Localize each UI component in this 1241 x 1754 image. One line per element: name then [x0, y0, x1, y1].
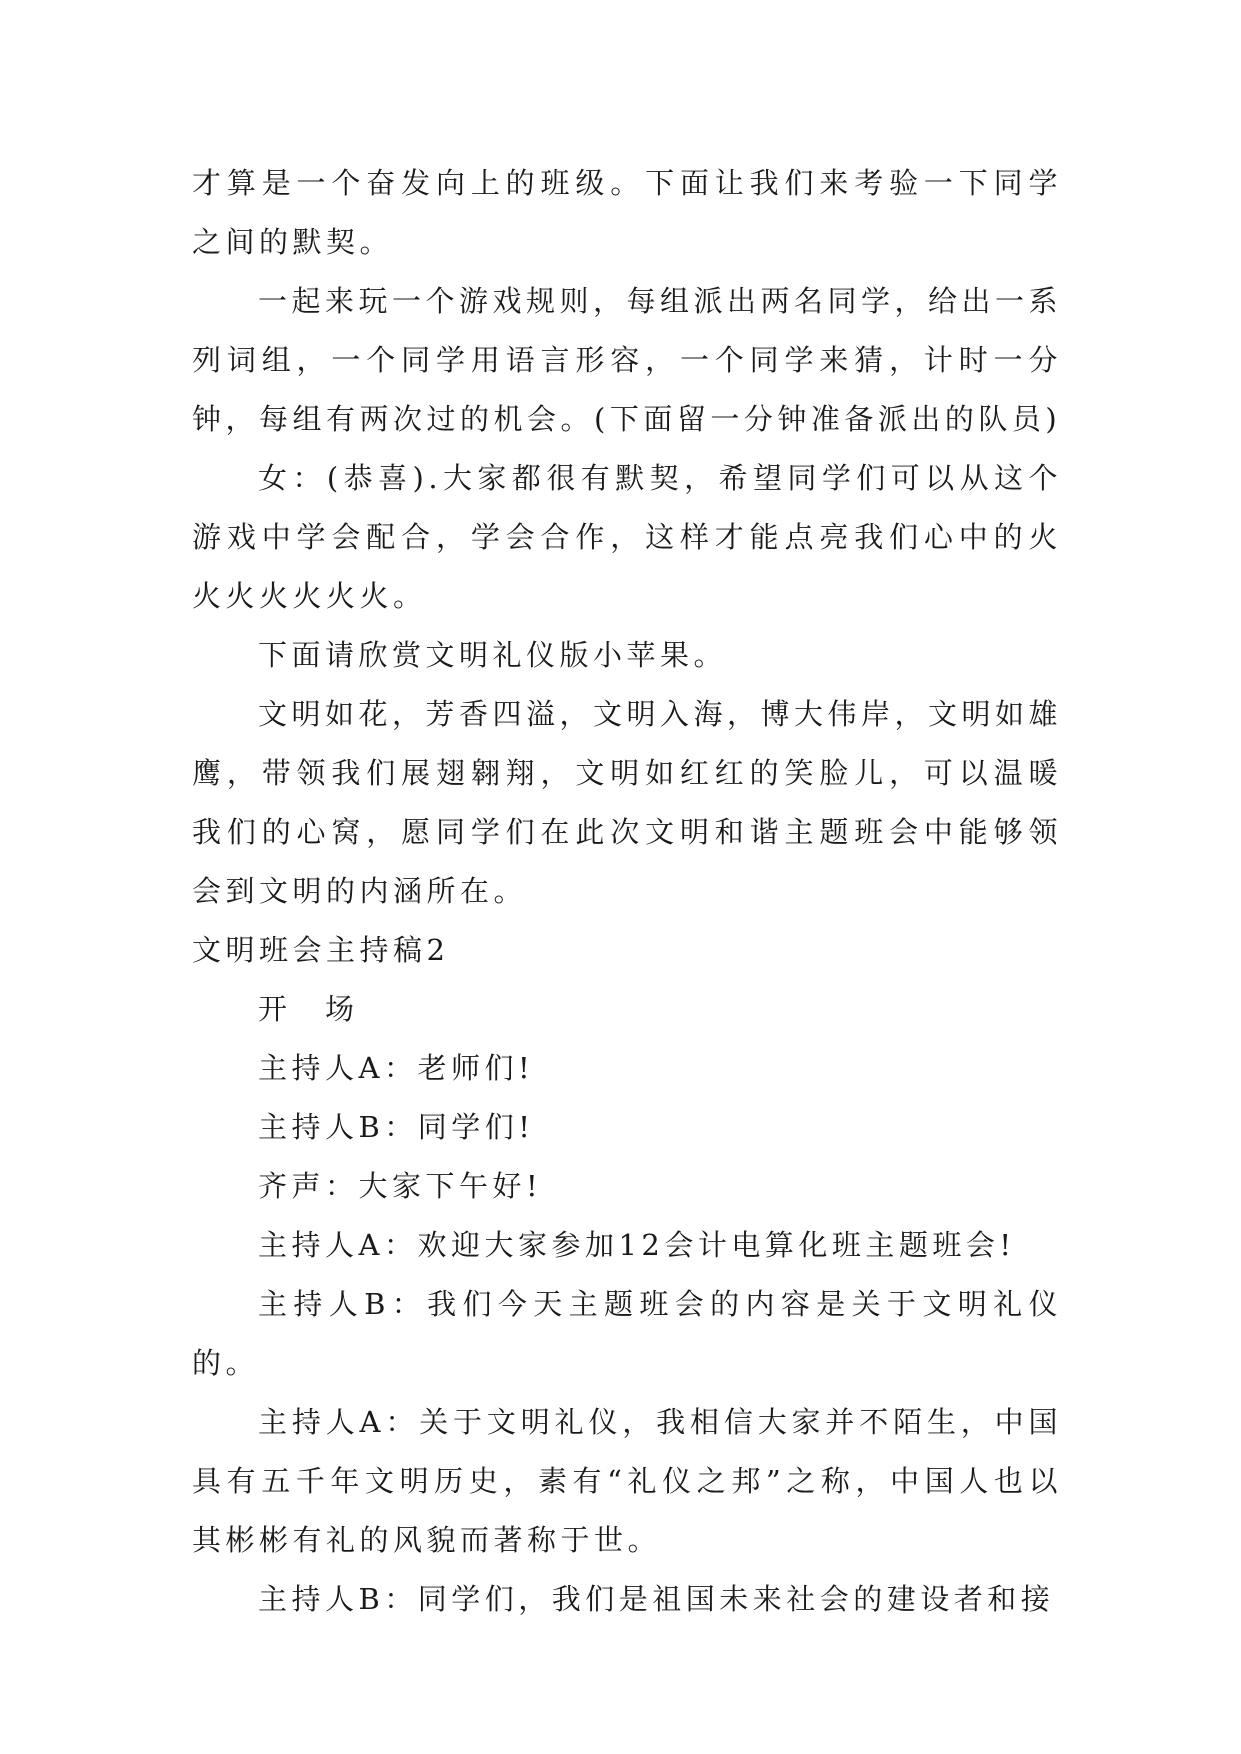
document-body	[192, 154, 1062, 1629]
line-host-b-greeting: 主持人B：同学们!	[258, 1110, 535, 1144]
paragraph-game-rules: 一起来玩一个游戏规则，每组派出两名同学，给出一系列词组，一个同学用语言形容，一个同学来猜，计时一分钟，每组有两次过的机会。(下面留一分钟准备派出的队员)	[192, 284, 1063, 436]
paragraph-performance-intro: 下面请欣赏文明礼仪版小苹果。	[258, 638, 728, 672]
paragraph-civilization-metaphor: 文明如花，芳香四溢，文明入海，博大伟岸，文明如雄鹰，带领我们展翅翱翔，文明如红红的笑脸儿，可以温暖我们的心窝，愿同学们在此次文明和谐主题班会中能够领会到文明的内涵所在。	[192, 697, 1063, 908]
line-unison-greeting: 齐声：大家下午好!	[258, 1169, 543, 1203]
section-title: 文明班会主持稿2	[192, 933, 450, 967]
paragraph-game-intro-continued: 才算是一个奋发向上的班级。下面让我们来考验一下同学之间的默契。	[192, 166, 1062, 259]
line-host-a-etiquette: 主持人A：关于文明礼仪，我相信大家并不陌生，中国具有五千年文明历史，素有“礼仪之邦”之称，中国人也以其彬彬有礼的风貌而著称于世。	[192, 1405, 1062, 1557]
line-host-b-topic: 主持人B：我们今天主题班会的内容是关于文明礼仪的。	[192, 1287, 1062, 1380]
line-host-b-builders: 主持人B：同学们，我们是祖国未来社会的建设者和接	[258, 1582, 1055, 1616]
line-host-a-welcome: 主持人A：欢迎大家参加12会计电算化班主题班会!	[258, 1228, 1016, 1262]
paragraph-opening: 开 场	[258, 992, 359, 1026]
line-host-a-greeting: 主持人A：老师们!	[258, 1051, 535, 1085]
paragraph-congratulations: 女：(恭喜).大家都很有默契，希望同学们可以从这个游戏中学会配合，学会合作，这样才能点亮我们心中的火火火火火火火。	[192, 461, 1062, 613]
